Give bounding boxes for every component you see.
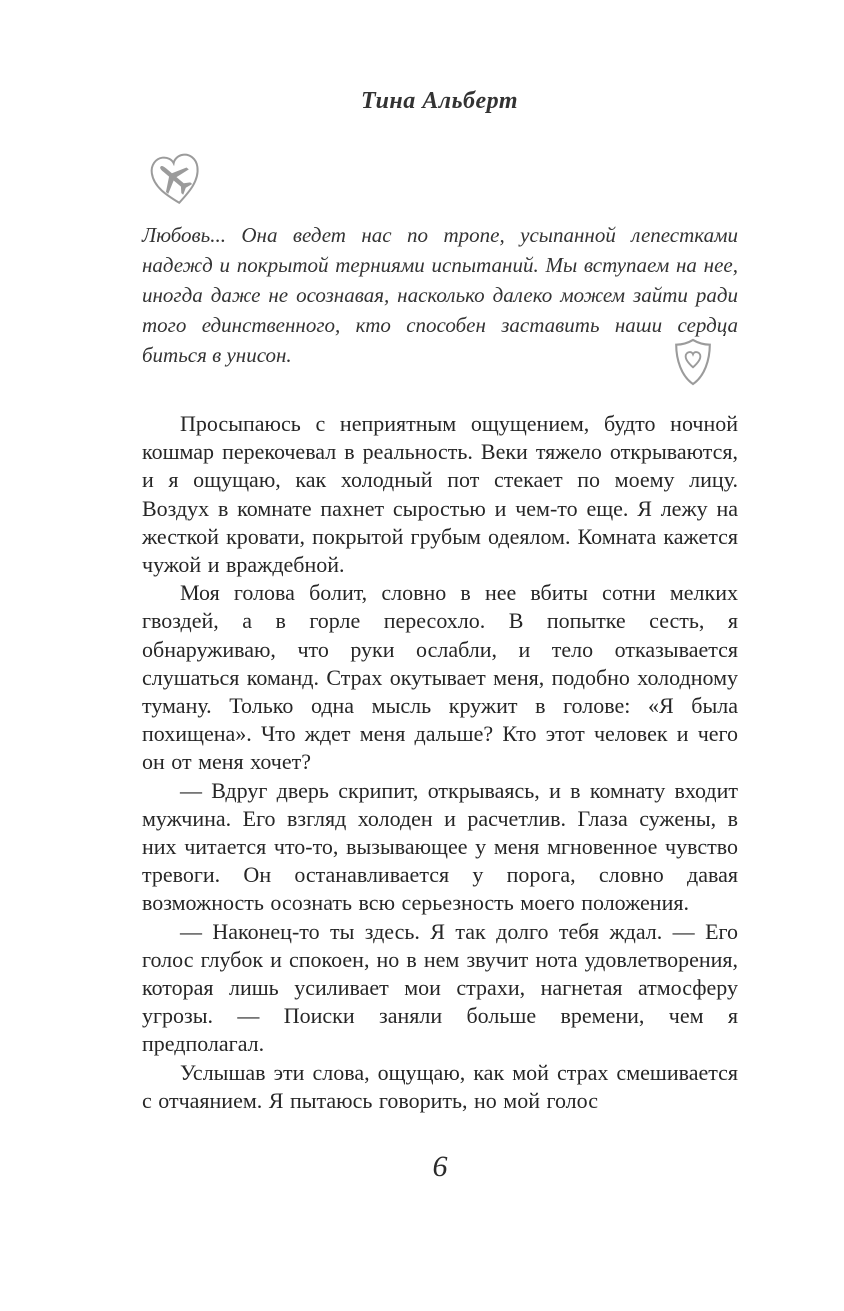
epigraph-footer-ornament bbox=[142, 336, 738, 393]
page-number: 6 bbox=[432, 1150, 448, 1183]
shield-heart-icon bbox=[672, 336, 714, 388]
heart-airplane-icon bbox=[144, 148, 208, 212]
running-header-author: Тина Альберт bbox=[360, 88, 519, 114]
body-text bbox=[142, 410, 738, 1115]
paragraph-4: — Наконец-то ты здесь. Я так долго тебя ждал. — Его голос глубок и спокоен, но в нем звучит нота удовлетворения, которая лишь усиливает мои страхи, нагнетая атмосферу угрозы. — Поиски заняли больше времени, чем я предполагал. bbox=[142, 918, 738, 1057]
paragraph-1: Просыпаюсь с неприятным ощущением, будто ночной кошмар перекочевал в реальность. Веки тяжело открываются, и я ощущаю, как холодный пот стекает по моему лицу. Воздух в комнате пахнет сыростью и чем-то еще. Я лежу на жесткой кровати, покрытой грубым одеялом. Комната кажется чужой и враждебной. bbox=[142, 411, 738, 578]
paragraph-2: Моя голова болит, словно в нее вбиты сотни мелких гвоздей, а в горле пересохло. В попытке сесть, я обнаруживаю, что руки ослабли, и тело отказывается слушаться команд. Страх окутывает меня, подобно холодному туману. Только одна мысль кружит в голове: «Я была похищена». Что ждет меня дальше? Кто этот человек и чего он от меня хочет? bbox=[142, 580, 738, 775]
paragraph-3: — Вдруг дверь скрипит, открываясь, и в комнату входит мужчина. Его взгляд холоден и расчетлив. Глаза сужены, в них читается что-то, вызывающее у меня мгновенное чувство тревоги. Он останавливается у порога, словно давая возможность осознать всю серьезность моего положения. bbox=[142, 777, 738, 916]
paragraph-5: Услышав эти слова, ощущаю, как мой страх смешивается с отчаянием. Я пытаюсь говорить, но мой голос bbox=[142, 1059, 738, 1113]
epigraph-text: Любовь... Она ведет нас по тропе, усыпанной лепестками надежд и покрытой терниями испытаний. Мы вступаем на нее, иногда даже не осознавая, насколько далеко можем зайти ради того единственного, кто способен заставить наши сердца биться в унисон. bbox=[142, 223, 738, 367]
